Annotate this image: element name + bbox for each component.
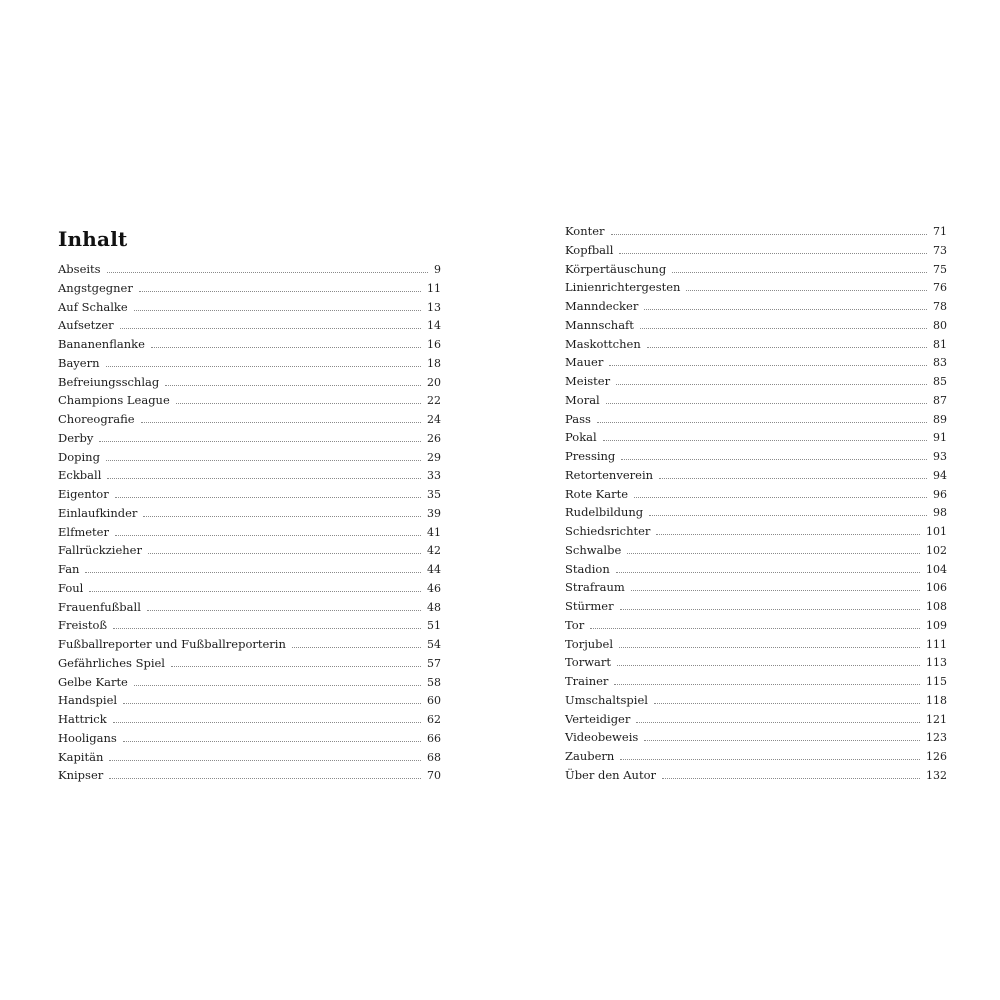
dot-leader: [620, 758, 920, 760]
toc-entry: [58, 691, 441, 710]
toc-entry: [58, 598, 441, 617]
toc-entry: [58, 448, 441, 467]
dot-leader: [619, 252, 927, 254]
toc-entry-page-number: 54: [427, 638, 441, 651]
dot-leader: [631, 589, 920, 591]
toc-entry-page-number: 73: [933, 243, 947, 257]
toc-entry-page-number: 66: [427, 731, 441, 745]
dot-leader: [634, 496, 927, 498]
toc-entry-label: Mannschaft: [565, 317, 634, 332]
dot-leader: [109, 759, 421, 761]
dot-leader: [659, 477, 927, 479]
toc-entry: [565, 728, 947, 747]
dot-leader: [109, 777, 421, 779]
toc-entry-label: Zaubern: [565, 749, 615, 763]
toc-entry: [58, 710, 441, 729]
toc-entry-page-number: 14: [427, 319, 441, 333]
toc-entry-label: Torwart: [565, 655, 612, 670]
toc-entry-label: Pressing: [565, 449, 616, 463]
toc-entry-label: Auf Schalke: [58, 299, 128, 314]
toc-entry: [565, 503, 947, 522]
toc-entry-label: Linienrichtergesten: [565, 280, 681, 295]
toc-entry: [565, 297, 947, 316]
toc-entry: [58, 316, 441, 335]
toc-entry-page-number: 51: [427, 619, 441, 633]
toc-entry-page-number: 48: [427, 600, 441, 614]
toc-entry-label: Maskottchen: [565, 336, 641, 351]
dot-leader: [627, 552, 920, 554]
toc-entry-page-number: 101: [926, 525, 947, 538]
toc-entry: [565, 522, 947, 541]
toc-entry: [565, 653, 947, 672]
dot-leader: [611, 233, 927, 235]
toc-entry-page-number: 104: [926, 562, 947, 576]
toc-entry-label: Champions League: [58, 393, 170, 408]
toc-entry: [58, 260, 441, 279]
toc-entry-page-number: 22: [427, 394, 441, 408]
dot-leader: [292, 646, 421, 648]
dot-leader: [614, 683, 920, 685]
toc-entry: [58, 766, 441, 785]
dot-leader: [654, 702, 920, 704]
dot-leader: [123, 702, 421, 704]
dot-leader: [89, 590, 421, 592]
toc-entry-page-number: 80: [933, 318, 947, 332]
toc-entry-label: Umschaltspiel: [565, 692, 648, 707]
toc-entry: [58, 748, 441, 767]
toc-entry-page-number: 41: [427, 525, 441, 539]
toc-entry-page-number: 96: [933, 487, 947, 501]
toc-entry-label: Foul: [58, 580, 84, 595]
toc-entry-label: Strafraum: [565, 580, 625, 595]
dot-leader: [134, 309, 421, 311]
toc-entry-label: Moral: [565, 392, 600, 407]
toc-entry-label: Eigentor: [58, 487, 109, 501]
dot-leader: [85, 571, 421, 573]
toc-entry-page-number: 62: [427, 713, 441, 726]
toc-entry-page-number: 39: [427, 506, 441, 520]
toc-entry-page-number: 78: [933, 300, 947, 313]
toc-column-left: [58, 260, 441, 785]
dot-leader: [616, 383, 927, 385]
toc-entry-label: Rudelbildung: [565, 505, 644, 520]
toc-entry: [58, 298, 441, 317]
toc-entry: [58, 335, 441, 354]
toc-entry-label: Freistoß: [58, 618, 108, 633]
page-title: Inhalt: [58, 227, 128, 252]
toc-entry: [565, 353, 947, 372]
toc-entry-page-number: 46: [427, 581, 441, 595]
toc-entry-page-number: 20: [427, 375, 441, 389]
toc-entry: [58, 616, 441, 635]
toc-entry-page-number: 123: [926, 731, 947, 745]
toc-entry: [565, 222, 947, 241]
toc-entry-page-number: 118: [926, 693, 947, 707]
toc-entry: [58, 635, 441, 654]
toc-entry-page-number: 44: [427, 563, 441, 576]
toc-entry: [565, 428, 947, 447]
toc-entry: [58, 485, 441, 504]
toc-entry-label: Videobeweis: [565, 730, 639, 745]
dot-leader: [113, 721, 421, 723]
dot-leader: [597, 421, 927, 423]
toc-entry-page-number: 106: [926, 581, 947, 595]
dot-leader: [99, 440, 421, 442]
toc-entry: [565, 766, 947, 785]
dot-leader: [662, 777, 920, 779]
toc-entry: [565, 616, 947, 635]
toc-entry-page-number: 9: [434, 263, 441, 276]
toc-entry-label: Mauer: [565, 355, 604, 370]
toc-entry: [58, 654, 441, 673]
dot-leader: [619, 646, 920, 648]
toc-entry-label: Tor: [565, 617, 585, 632]
toc-entry-label: Schwalbe: [565, 542, 622, 557]
dot-leader: [590, 627, 920, 629]
toc-entry: [565, 447, 947, 466]
toc-entry: [565, 635, 947, 654]
toc-entry-label: Manndecker: [565, 299, 639, 313]
dot-leader: [139, 290, 421, 292]
toc-entry-label: Fan: [58, 562, 80, 576]
toc-entry: [58, 504, 441, 523]
toc-entry-page-number: 18: [427, 356, 441, 370]
toc-entry-label: Torjubel: [565, 636, 614, 651]
toc-entry-label: Schiedsrichter: [565, 524, 651, 538]
dot-leader: [649, 514, 927, 516]
dot-leader: [640, 327, 927, 329]
toc-entry-page-number: 91: [933, 431, 947, 445]
toc-entry-page-number: 111: [926, 637, 947, 651]
dot-leader: [165, 384, 421, 386]
toc-entry-label: Pass: [565, 411, 591, 426]
toc-entry: [565, 485, 947, 504]
dot-leader: [113, 627, 421, 629]
dot-leader: [151, 346, 421, 348]
toc-entry: [58, 354, 441, 373]
toc-entry-label: Über den Autor: [565, 767, 656, 782]
toc-entry-label: Bananenflanke: [58, 337, 145, 351]
toc-entry-page-number: 94: [933, 468, 947, 482]
toc-entry-label: Fallrückzieher: [58, 543, 142, 558]
toc-entry-page-number: 81: [933, 337, 947, 351]
dot-leader: [656, 533, 920, 535]
toc-entry-page-number: 57: [427, 656, 441, 670]
dot-leader: [644, 739, 920, 741]
toc-entry-page-number: 60: [427, 694, 441, 708]
toc-entry-label: Fußballreporter und Fußballreporterin: [58, 637, 286, 651]
toc-entry: [58, 391, 441, 410]
toc-entry-label: Einlaufkinder: [58, 505, 138, 520]
toc-entry-label: Handspiel: [58, 693, 118, 708]
toc-entry-label: Eckball: [58, 468, 102, 483]
toc-entry: [565, 410, 947, 429]
toc-entry-label: Abseits: [58, 262, 101, 276]
toc-entry-label: Gelbe Karte: [58, 674, 128, 689]
toc-entry-label: Elfmeter: [58, 524, 109, 539]
dot-leader: [603, 439, 927, 441]
toc-entry-page-number: 16: [427, 338, 441, 351]
toc-entry-page-number: 121: [926, 712, 947, 726]
toc-entry: [58, 279, 441, 298]
dot-leader: [120, 327, 421, 329]
toc-entry-page-number: 29: [427, 450, 441, 464]
toc-entry: [58, 541, 441, 560]
toc-entry: [565, 747, 947, 766]
toc-entry-label: Trainer: [565, 674, 609, 688]
toc-entry-label: Aufsetzer: [58, 318, 114, 333]
toc-entry-page-number: 93: [933, 450, 947, 463]
toc-entry-label: Meister: [565, 374, 611, 388]
toc-entry-page-number: 132: [926, 768, 947, 782]
toc-entry-label: Knipser: [58, 768, 104, 783]
toc-entry-label: Angstgegner: [58, 280, 133, 295]
toc-entry: [58, 729, 441, 748]
toc-entry: [565, 541, 947, 560]
toc-entry: [565, 372, 947, 391]
toc-entry-page-number: 11: [427, 281, 441, 295]
dot-leader: [176, 402, 421, 404]
dot-leader: [134, 684, 421, 686]
toc-entry: [565, 578, 947, 597]
toc-entry: [58, 673, 441, 692]
toc-entry: [58, 373, 441, 392]
toc-entry-page-number: 87: [933, 393, 947, 407]
toc-entry-page-number: 85: [933, 375, 947, 388]
toc-entry: [565, 466, 947, 485]
dot-leader: [672, 271, 927, 273]
toc-entry-page-number: 108: [926, 600, 947, 613]
dot-leader: [606, 402, 927, 404]
toc-entry-page-number: 75: [933, 262, 947, 276]
toc-entry-label: Stadion: [565, 561, 610, 576]
toc-entry: [58, 579, 441, 598]
toc-entry-label: Befreiungsschlag: [58, 374, 160, 389]
dot-leader: [686, 289, 927, 291]
dot-leader: [141, 421, 421, 423]
dot-leader: [647, 346, 927, 348]
dot-leader: [107, 271, 428, 273]
toc-entry-label: Kapitän: [58, 749, 104, 764]
toc-entry-label: Hattrick: [58, 712, 107, 726]
toc-entry-page-number: 109: [926, 618, 947, 632]
dot-leader: [148, 552, 421, 554]
toc-entry-page-number: 98: [933, 506, 947, 520]
toc-entry-page-number: 58: [427, 675, 441, 689]
dot-leader: [171, 665, 421, 667]
toc-entry-page-number: 42: [427, 544, 441, 558]
toc-entry-label: Choreografie: [58, 412, 135, 426]
toc-entry: [565, 278, 947, 297]
dot-leader: [636, 721, 920, 723]
toc-entry-page-number: 83: [933, 356, 947, 370]
toc-entry-label: Stürmer: [565, 599, 614, 613]
dot-leader: [609, 364, 927, 366]
toc-entry: [565, 710, 947, 729]
dot-leader: [621, 458, 927, 460]
dot-leader: [147, 609, 421, 611]
toc-entry-page-number: 126: [926, 750, 947, 763]
dot-leader: [115, 496, 421, 498]
toc-entry-page-number: 102: [926, 543, 947, 557]
dot-leader: [123, 740, 421, 742]
toc-entry: [58, 410, 441, 429]
toc-entry-page-number: 76: [933, 281, 947, 295]
dot-leader: [106, 459, 421, 461]
toc-entry: [565, 260, 947, 279]
dot-leader: [617, 664, 920, 666]
toc-entry-label: Gefährliches Spiel: [58, 655, 165, 670]
dot-leader: [644, 308, 927, 310]
toc-entry-page-number: 71: [933, 225, 947, 238]
toc-entry-page-number: 89: [933, 412, 947, 426]
toc-entry: [565, 316, 947, 335]
toc-entry: [565, 691, 947, 710]
toc-entry: [58, 523, 441, 542]
toc-entry: [565, 241, 947, 260]
toc-entry-page-number: 26: [427, 431, 441, 445]
toc-entry-page-number: 68: [427, 750, 441, 764]
toc-entry-page-number: 35: [427, 488, 441, 501]
toc-column-right: [565, 222, 947, 785]
toc-entry-page-number: 33: [427, 469, 441, 483]
toc-entry: [565, 391, 947, 410]
toc-entry-page-number: 115: [926, 675, 947, 688]
toc-entry: [565, 560, 947, 579]
toc-entry-label: Frauenfußball: [58, 599, 141, 614]
toc-entry-page-number: 13: [427, 300, 441, 314]
toc-entry: [565, 597, 947, 616]
dot-leader: [620, 608, 920, 610]
toc-entry-label: Pokal: [565, 430, 597, 445]
toc-entry-label: Rote Karte: [565, 486, 629, 501]
toc-entry-label: Körpertäuschung: [565, 261, 667, 276]
dot-leader: [115, 534, 421, 536]
toc-entry-label: Retortenverein: [565, 467, 654, 482]
toc-entry: [58, 429, 441, 448]
toc-entry: [58, 466, 441, 485]
toc-entry-label: Doping: [58, 449, 100, 464]
dot-leader: [143, 515, 421, 517]
dot-leader: [106, 365, 421, 367]
toc-entry: [565, 672, 947, 691]
toc-entry-label: Konter: [565, 224, 605, 238]
toc-entry-page-number: 24: [427, 413, 441, 426]
toc-entry-label: Hooligans: [58, 730, 117, 745]
toc-entry-label: Bayern: [58, 355, 100, 370]
toc-entry: [565, 335, 947, 354]
toc-entry-label: Derby: [58, 430, 94, 445]
toc-entry-label: Kopfball: [565, 242, 614, 257]
toc-entry-page-number: 70: [427, 769, 441, 783]
dot-leader: [107, 477, 421, 479]
dot-leader: [616, 571, 920, 573]
toc-entry: [58, 560, 441, 579]
toc-entry-label: Verteidiger: [565, 711, 631, 726]
toc-entry-page-number: 113: [926, 656, 947, 670]
